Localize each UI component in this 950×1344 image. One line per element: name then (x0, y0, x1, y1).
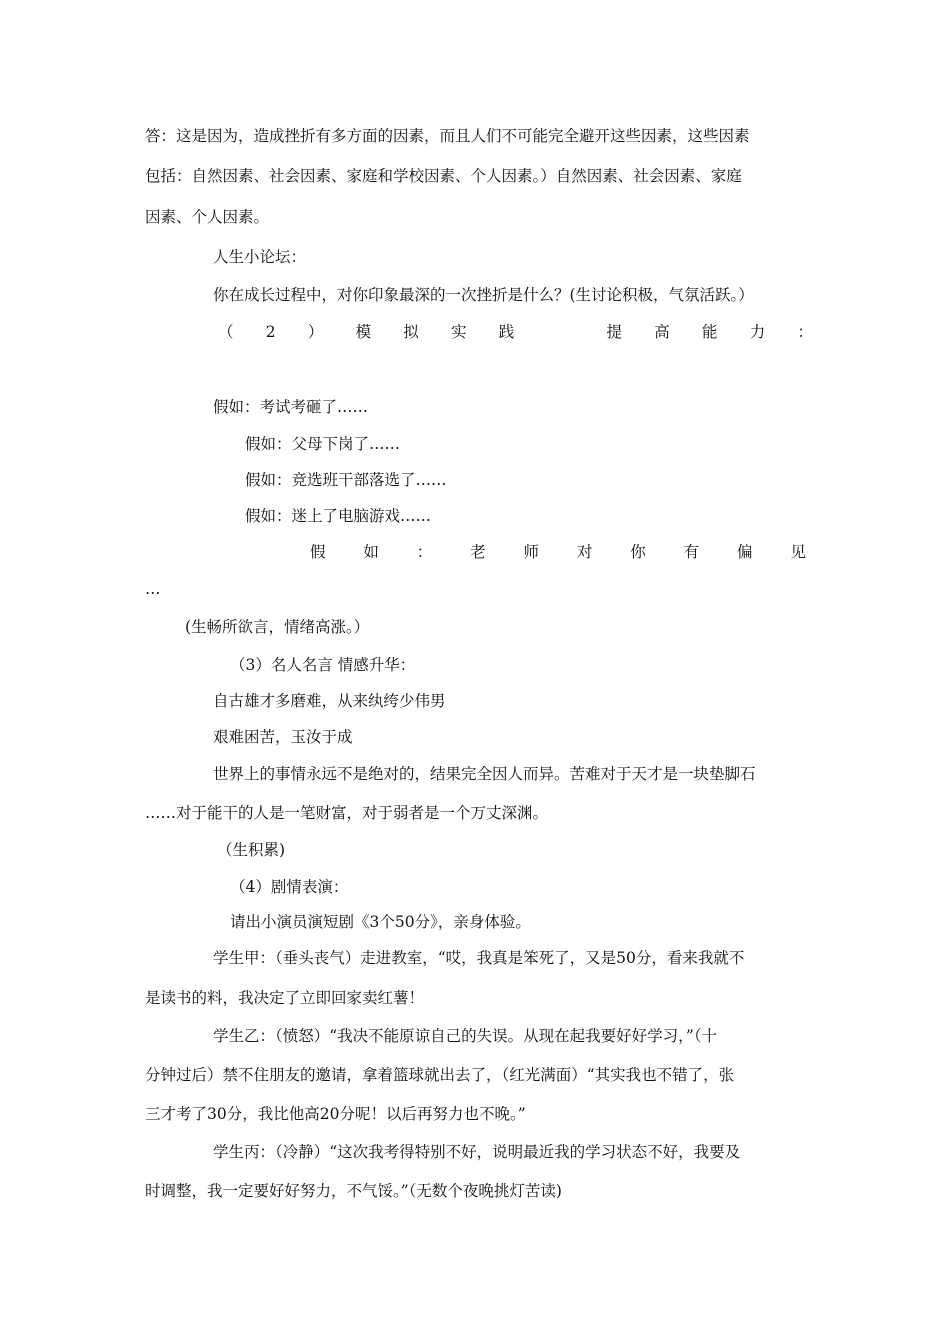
answer-line-3: 因素、个人因素。 (145, 208, 270, 226)
answer-line-2: 包括：自然因素、社会因素、家庭和学校因素、个人因素。）自然因素、社会因素、家庭 (145, 167, 742, 185)
suppose-5-char: 师 (523, 543, 540, 561)
suppose-5-char: ： (416, 543, 433, 561)
student-b-line-1: 学生乙：（愤怒）“我决不能原谅自己的失误。从现在起我要好好学习，”（十 (213, 1027, 718, 1045)
section-2-char: 高 (654, 323, 670, 341)
suppose-5-char: 偏 (737, 543, 753, 561)
quote-3-line-2: ……对于能干的人是一笔财富，对于弱者是一个万丈深渊。 (145, 804, 549, 822)
suppose-5-tail: … (145, 580, 161, 598)
section-2-char: 能 (701, 323, 718, 341)
suppose-5-char: 假 (310, 543, 326, 561)
suppose-5-char: 见 (790, 543, 806, 561)
section-3-heading: （3）名人名言 情感升华： (230, 656, 416, 674)
section-2-char: 提 (606, 323, 623, 341)
suppose-5-char: 对 (576, 543, 593, 561)
suppose-5 (310, 541, 806, 563)
section-2-char: 2 (265, 323, 276, 341)
student-c-line-1: 学生丙：（冷静）“这次我考得特别不好，说明最近我的学习状态不好，我要及 (213, 1143, 741, 1161)
quote-1: 自古雄才多磨难，从来纨绔少伟男 (213, 692, 446, 710)
note-1: (生畅所欲言，情绪高涨。） (185, 618, 370, 636)
play-intro: 请出小演员演短剧《3个50分》，亲身体验。 (230, 913, 531, 931)
suppose-5-char: 你 (630, 543, 646, 561)
suppose-5-char: 老 (470, 543, 486, 561)
suppose-3: 假如：竞选班干部落选了…… (245, 471, 447, 489)
section-4-heading: （4）剧情表演： (230, 878, 349, 896)
section-2-char: 拟 (403, 323, 419, 341)
section-2-char: ： (797, 323, 813, 341)
section-2-heading (218, 321, 813, 343)
section-2-char: 实 (451, 323, 467, 341)
quote-3-line-1: 世界上的事情永远不是绝对的，结果完全因人而异。苦难对于天才是一块垫脚石 (213, 765, 756, 783)
section-2-char: 力 (749, 323, 766, 341)
section-2-char: ） (307, 323, 324, 341)
suppose-4: 假如：迷上了电脑游戏…… (245, 507, 432, 525)
student-a-line-1: 学生甲：（垂头丧气）走进教室，“哎，我真是笨死了，又是50分，看来我就不 (213, 949, 745, 967)
section-2-char: 模 (355, 323, 372, 341)
student-b-line-3: 三才考了30分，我比他高20分呢！以后再努力也不晚。” (145, 1105, 526, 1123)
section-2-char: （ (218, 323, 234, 341)
section-2-char: 践 (498, 323, 515, 341)
forum-title: 人生小论坛： (213, 248, 307, 266)
student-b-line-2: 分钟过后）禁不住朋友的邀请，拿着篮球就出去了，（红光满面）“其实我也不错了，张 (145, 1066, 735, 1084)
suppose-5-char: 有 (683, 543, 700, 561)
suppose-2: 假如：父母下岗了…… (245, 435, 401, 453)
student-a-line-2: 是读书的料，我决定了立即回家卖红薯！ (145, 989, 425, 1007)
forum-question: 你在成长过程中，对你印象最深的一次挫折是什么？(生讨论积极，气氛活跃。） (213, 286, 754, 304)
student-c-line-2: 时调整，我一定要好好努力，不气馁。”（无数个夜晚挑灯苦读) (145, 1182, 562, 1200)
suppose-1: 假如：考试考砸了…… (213, 398, 369, 416)
suppose-5-char: 如 (363, 543, 379, 561)
quote-2: 艰难困苦，玉汝于成 (213, 728, 353, 746)
answer-line-1: 答：这是因为，造成挫折有多方面的因素，而且人们不可能完全避开这些因素，这些因素 (145, 127, 750, 145)
note-2: （生积累) (217, 841, 286, 859)
